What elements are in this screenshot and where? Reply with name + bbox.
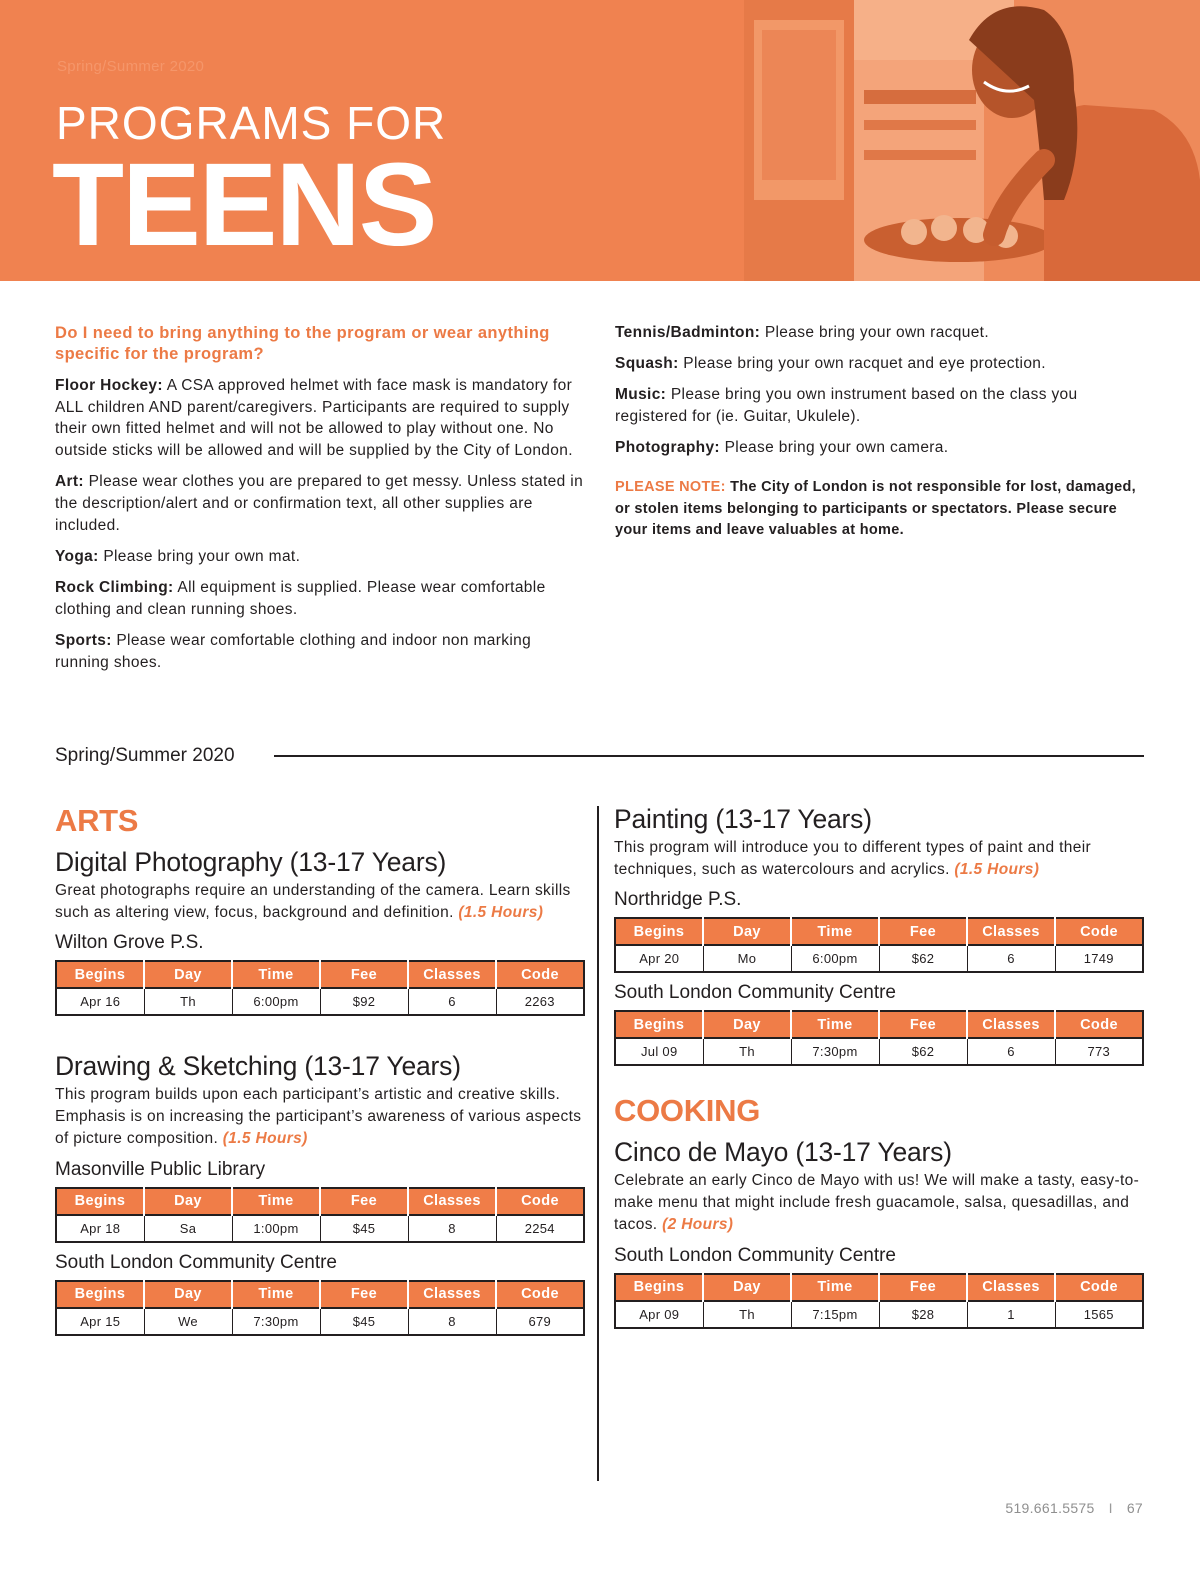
col-fee: Fee: [879, 918, 967, 945]
cell-begins: Apr 09: [615, 1301, 703, 1328]
faq-photography: [615, 437, 1145, 459]
program-desc: [55, 1084, 585, 1149]
cell-classes: 6: [408, 988, 496, 1015]
cell-time: 7:15pm: [791, 1301, 879, 1328]
banner-subtitle: PROGRAMS FOR: [56, 97, 447, 149]
col-fee: Fee: [320, 961, 408, 988]
cell-classes: 6: [967, 945, 1055, 972]
cell-day: Mo: [703, 945, 791, 972]
cell-fee: $62: [879, 945, 967, 972]
faq-art: [55, 471, 585, 536]
cell-classes: 6: [967, 1038, 1055, 1065]
col-code: Code: [1055, 918, 1143, 945]
program-desc: [614, 837, 1144, 880]
category-cooking: COOKING: [614, 1093, 761, 1129]
col-begins: Begins: [56, 1281, 144, 1308]
location: Wilton Grove P.S.: [55, 932, 204, 954]
col-code: Code: [1055, 1274, 1143, 1301]
cell-time: 6:00pm: [791, 945, 879, 972]
cell-day: Th: [144, 988, 232, 1015]
cell-fee: $62: [879, 1038, 967, 1065]
program-desc: [614, 1170, 1144, 1235]
schedule-table: [55, 1280, 585, 1336]
table-header-row: [56, 1281, 584, 1308]
faq-right-column: [615, 322, 1145, 542]
header-banner: [0, 0, 1200, 281]
col-time: Time: [232, 1188, 320, 1215]
col-classes: Classes: [967, 918, 1055, 945]
program-title-drawing-sketching: Drawing & Sketching (13-17 Years): [55, 1051, 461, 1082]
col-begins: Begins: [615, 918, 703, 945]
programs-right-column: [614, 803, 1144, 1337]
cell-code: 773: [1055, 1038, 1143, 1065]
cell-day: Sa: [144, 1215, 232, 1242]
cell-day: We: [144, 1308, 232, 1335]
table-row[interactable]: [56, 1308, 584, 1335]
note-label: PLEASE NOTE:: [615, 479, 726, 496]
duration: (1.5 Hours): [458, 903, 544, 921]
faq-squash: [615, 353, 1145, 375]
cell-time: 7:30pm: [791, 1038, 879, 1065]
cell-classes: 8: [408, 1215, 496, 1242]
faq-rock-climbing: [55, 577, 585, 620]
col-fee: Fee: [879, 1011, 967, 1038]
col-fee: Fee: [320, 1281, 408, 1308]
col-day: Day: [703, 1274, 791, 1301]
col-day: Day: [703, 1011, 791, 1038]
cell-begins: Apr 15: [56, 1308, 144, 1335]
faq-label: Photography:: [615, 439, 720, 457]
faq-heading: Do I need to bring anything to the program or wear anything specific for the program?: [55, 324, 550, 363]
table-header-row: [615, 1011, 1143, 1038]
program-title-cinco-de-mayo: Cinco de Mayo (13-17 Years): [614, 1137, 952, 1168]
table-row[interactable]: [615, 1301, 1143, 1328]
banner-title: TEENS: [52, 139, 436, 271]
program-title-digital-photography: Digital Photography (13-17 Years): [55, 847, 447, 877]
table-row[interactable]: [56, 988, 584, 1015]
col-classes: Classes: [408, 1281, 496, 1308]
faq-label: Squash:: [615, 355, 679, 373]
schedule-table: [55, 960, 585, 1016]
cell-fee: $45: [320, 1308, 408, 1335]
col-day: Day: [144, 961, 232, 988]
cell-classes: 1: [967, 1301, 1055, 1328]
faq-label: Music:: [615, 386, 667, 404]
cell-fee: $45: [320, 1215, 408, 1242]
col-code: Code: [496, 1281, 584, 1308]
cell-day: Th: [703, 1301, 791, 1328]
note-text: The City of London is not responsible for lost, damaged, or stolen items belonging to participants or spectators. Please secure your items and leave valuables at home.: [615, 479, 1136, 539]
col-classes: Classes: [967, 1274, 1055, 1301]
faq-text: Please bring your own racquet.: [760, 324, 989, 341]
faq-text: A CSA approved helmet with face mask is mandatory for ALL children AND parent/caregivers. Participants are required to supply their own fitted helmet and will not be allowed to play without one. No outside sticks will be allowed and will be supplied by the City of London.: [55, 377, 573, 460]
schedule-table: [614, 917, 1144, 973]
location: South London Community Centre: [614, 982, 896, 1004]
category-arts: ARTS: [55, 803, 139, 838]
cell-time: 7:30pm: [232, 1308, 320, 1335]
location: South London Community Centre: [614, 1244, 896, 1266]
col-code: Code: [1055, 1011, 1143, 1038]
col-time: Time: [232, 1281, 320, 1308]
desc-text: Celebrate an early Cinco de Mayo with us! We will make a tasty, easy-to-make menu that might include fresh guacamole, salsa, quesadillas, and tacos.: [614, 1172, 1140, 1233]
faq-music: [615, 384, 1145, 427]
col-day: Day: [144, 1188, 232, 1215]
location: South London Community Centre: [55, 1251, 337, 1273]
col-fee: Fee: [320, 1188, 408, 1215]
season-divider-line: [274, 755, 1144, 757]
cell-time: 1:00pm: [232, 1215, 320, 1242]
faq-text: Please bring your own racquet and eye protection.: [678, 355, 1046, 373]
table-row[interactable]: [615, 1038, 1143, 1065]
col-begins: Begins: [615, 1274, 703, 1301]
desc-text: This program builds upon each participant’s artistic and creative skills. Emphasis is on increasing the participant’s awareness of various aspects of picture composition.: [55, 1086, 582, 1147]
col-time: Time: [791, 1274, 879, 1301]
col-day: Day: [703, 918, 791, 945]
footer-phone: 519.661.5575: [1005, 1500, 1095, 1516]
col-day: Day: [144, 1281, 232, 1308]
faq-yoga: [55, 546, 585, 568]
col-classes: Classes: [408, 1188, 496, 1215]
desc-text: This program will introduce you to different types of paint and their techniques, such as watercolours and acrylics.: [614, 839, 1092, 878]
cell-begins: Apr 16: [56, 988, 144, 1015]
faq-label: Floor Hockey:: [55, 377, 163, 394]
col-code: Code: [496, 1188, 584, 1215]
col-begins: Begins: [56, 1188, 144, 1215]
table-row[interactable]: [56, 1215, 584, 1242]
faq-text: Please wear comfortable clothing and indoor non marking running shoes.: [55, 632, 532, 671]
faq-label: Rock Climbing:: [55, 579, 174, 597]
faq-label: Tennis/Badminton:: [615, 324, 761, 341]
column-divider: [597, 806, 599, 1481]
cell-code: 1749: [1055, 945, 1143, 972]
table-header-row: [56, 1188, 584, 1215]
cell-begins: Jul 09: [615, 1038, 703, 1065]
col-classes: Classes: [967, 1011, 1055, 1038]
faq-text: Please bring your own camera.: [719, 439, 949, 457]
col-fee: Fee: [879, 1274, 967, 1301]
table-header-row: [56, 961, 584, 988]
cell-begins: Apr 18: [56, 1215, 144, 1242]
duration: (1.5 Hours): [222, 1129, 308, 1147]
faq-text: Please bring you own instrument based on the class you registered for (ie. Guitar, Ukulele).: [615, 386, 1078, 426]
faq-text: All equipment is supplied. Please wear comfortable clothing and clean running shoes.: [55, 579, 546, 618]
schedule-table: [55, 1187, 585, 1243]
faq-floor-hockey: [55, 375, 585, 462]
cell-code: 679: [496, 1308, 584, 1335]
faq-text: Please bring your own mat.: [98, 547, 301, 565]
cell-classes: 8: [408, 1308, 496, 1335]
banner-kicker: Spring/Summer 2020: [57, 58, 205, 75]
season-label: Spring/Summer 2020: [55, 745, 235, 766]
faq-label: Yoga:: [55, 547, 99, 565]
col-begins: Begins: [615, 1011, 703, 1038]
faq-left-column: [55, 323, 585, 683]
schedule-table: [614, 1010, 1144, 1066]
cell-time: 6:00pm: [232, 988, 320, 1015]
page-footer: [1005, 1500, 1143, 1516]
col-classes: Classes: [408, 961, 496, 988]
footer-separator: I: [1108, 1500, 1113, 1516]
cell-fee: $92: [320, 988, 408, 1015]
duration: (1.5 Hours): [954, 860, 1040, 878]
cell-code: 2254: [496, 1215, 584, 1242]
faq-tennis: [615, 322, 1145, 344]
faq-label: Sports:: [55, 632, 112, 650]
duration: (2 Hours): [662, 1215, 734, 1233]
faq-text: Please wear clothes you are prepared to get messy. Unless stated in the description/alert and or confirmation text, all other supplies are included.: [55, 473, 584, 534]
schedule-table: [614, 1273, 1144, 1329]
please-note: [615, 477, 1145, 542]
col-time: Time: [791, 918, 879, 945]
col-time: Time: [791, 1011, 879, 1038]
table-row[interactable]: [615, 945, 1143, 972]
location: Northridge P.S.: [614, 889, 742, 911]
table-header-row: [615, 1274, 1143, 1301]
cell-code: 1565: [1055, 1301, 1143, 1328]
faq-sports: [55, 630, 585, 673]
cell-code: 2263: [496, 988, 584, 1015]
desc-text: Great photographs require an understanding of the camera. Learn skills such as altering view, focus, background and definition.: [55, 882, 571, 921]
cell-fee: $28: [879, 1301, 967, 1328]
program-title-painting: Painting (13-17 Years): [614, 804, 872, 834]
col-code: Code: [496, 961, 584, 988]
teen-cooking-photo: [744, 0, 1200, 281]
program-desc: [55, 880, 585, 923]
location: Masonville Public Library: [55, 1158, 266, 1180]
cell-day: Th: [703, 1038, 791, 1065]
col-time: Time: [232, 961, 320, 988]
faq-label: Art:: [55, 473, 84, 491]
col-begins: Begins: [56, 961, 144, 988]
page-number: 67: [1126, 1500, 1143, 1516]
table-header-row: [615, 918, 1143, 945]
cell-begins: Apr 20: [615, 945, 703, 972]
programs-left-column: [55, 804, 585, 1344]
